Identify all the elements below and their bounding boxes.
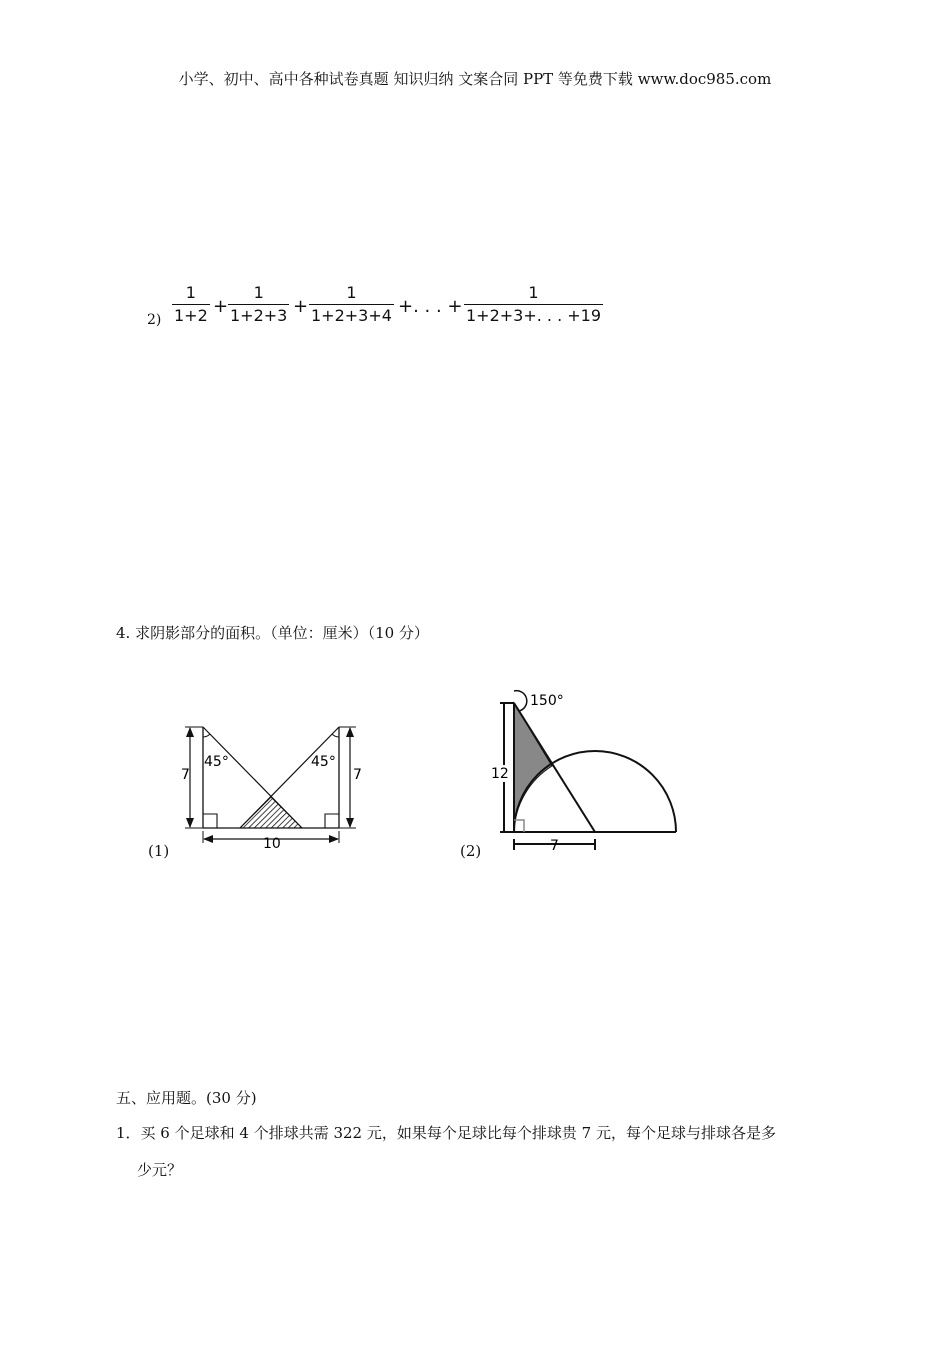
ellipsis-operator: +. . . + <box>398 296 463 317</box>
figure-2-label: (2) <box>460 842 482 860</box>
application-question-1-line-1: 1．买 6 个足球和 4 个排球共需 322 元，如果每个足球比每个排球贵 7 元，每个足球与排球各是多 <box>116 1124 776 1142</box>
angle-arc-right <box>332 734 339 737</box>
figure-1-diagram <box>180 715 360 860</box>
plus-operator: + <box>293 296 309 317</box>
question-4-title: 4. 求阴影部分的面积。（单位：厘米）（10 分） <box>116 624 429 642</box>
diagonal-left <box>203 727 302 828</box>
fraction-2 <box>228 284 289 325</box>
angle-arc-left <box>203 734 210 737</box>
denominator: 1+2+3+. . . +19 <box>466 306 602 325</box>
numerator: 1 <box>185 283 196 302</box>
diagonal-right <box>240 727 339 828</box>
height-label-right: 7 <box>353 767 362 783</box>
plus-operator: + <box>213 296 229 317</box>
base-label: 7 <box>550 838 559 854</box>
fraction-1 <box>172 284 210 325</box>
numerator: 1 <box>346 283 357 302</box>
denominator: 1+2 <box>174 306 208 325</box>
angle-label: 150° <box>530 693 564 709</box>
fraction-3 <box>309 284 394 325</box>
denominator: 1+2+3 <box>230 306 288 325</box>
section-5-title: 五、应用题。(30 分) <box>116 1089 257 1107</box>
height-label-left: 7 <box>181 767 190 783</box>
numerator: 1 <box>528 283 539 302</box>
angle-label-left: 45° <box>204 754 229 770</box>
fraction-4 <box>464 284 603 325</box>
base-label: 10 <box>263 836 281 852</box>
figure-1-label: (1) <box>148 842 170 860</box>
right-angle-mark-right <box>325 814 339 828</box>
right-angle-mark-left <box>203 814 217 828</box>
numerator: 1 <box>253 283 264 302</box>
height-label: 12 <box>491 766 509 782</box>
figure-2-diagram <box>486 683 681 855</box>
angle-label-right: 45° <box>311 754 336 770</box>
question-label: 2) <box>147 312 162 328</box>
shaded-triangle <box>240 797 302 828</box>
application-question-1-line-2: 少元？ <box>137 1161 183 1179</box>
page-header: 小学、初中、高中各种试卷真题 知识归纳 文案合同 PPT 等免费下载 www.doc985.com <box>178 70 772 88</box>
denominator: 1+2+3+4 <box>311 306 392 325</box>
